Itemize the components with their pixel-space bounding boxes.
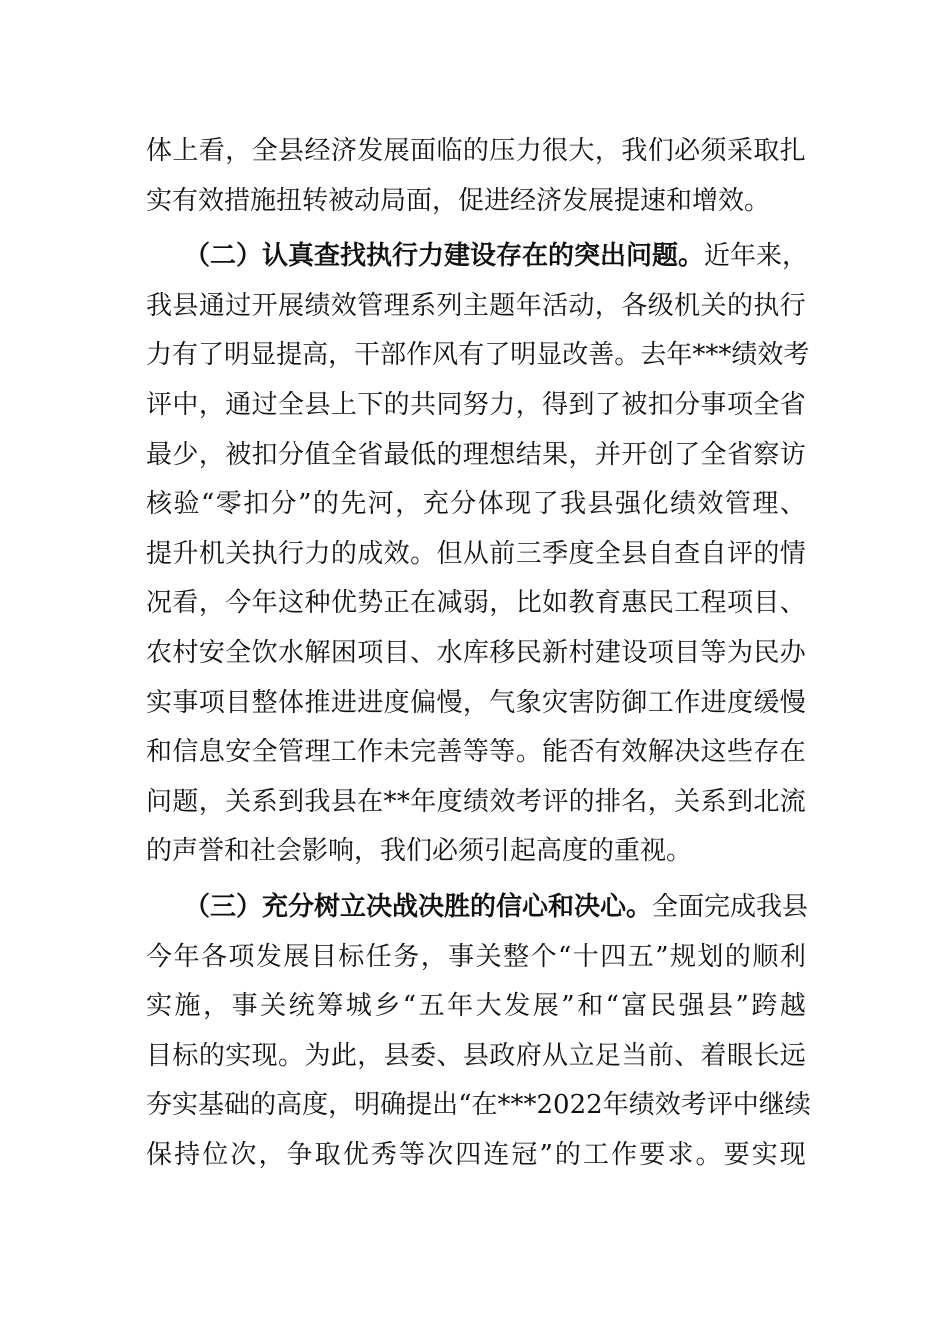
text-line: 评 中 ， 通 过 全 县 上 下 的 共 同 努 力 ， 得 到 了 被 扣 分 事 项 全 省	[146, 389, 806, 420]
text-line: 我 县 通 过 开 展 绩 效 管 理 系 列 主 题 年 活 动 ， 各 级 机 关 的 执 行	[146, 290, 806, 321]
text-line: 体 上 看 ， 全 县 经 济 发 展 面 临 的 压 力 很 大 ， 我 们 必 须 采 取 扎	[146, 136, 806, 166]
text-line: 况 看 ， 今 年 这 种 优 势 正 在 减 弱 ， 比 如 教 育 惠 民 工 程 项 目 、	[146, 588, 806, 619]
section-heading-2: （二）认真查找执行力建设存在的突出问题。	[184, 241, 705, 272]
text-line: 实 事 项 目 整 体 推 进 进 度 偏 慢 ， 气 象 灾 害 防 御 工 作 进 度 缓 慢	[146, 687, 806, 718]
paragraph-2-first-line	[146, 232, 809, 282]
text-line: 的声誉和社会影响，我们必须引起高度的重视。	[146, 836, 693, 867]
text-line: 农 村 安 全 饮 水 解 困 项 目 、 水 库 移 民 新 村 建 设 项 目 等 为 民 办	[146, 637, 806, 668]
text-line: 目 标 的 实 现 。 为 此 ， 县 委 、 县 政 府 从 立 足 当 前 、 着 眼 长 远	[146, 1040, 806, 1071]
text-line: 夯 实 基 础 的 高 度 ， 明 确 提 出 “ 在 * * * 2 0 2 2 年 绩 效 考 评 中 继 续	[146, 1090, 811, 1121]
paragraph-1	[146, 127, 806, 226]
paragraph-3	[146, 883, 811, 1181]
document-page	[146, 127, 811, 1180]
text-line: 力 有 了 明 显 提 高 ， 干 部 作 风 有 了 明 显 改 善 。 去 年 * * * 绩 效 考	[146, 340, 810, 371]
text-line: 和 信 息 安 全 管 理 工 作 未 完 善 等 等 。 能 否 有 效 解 决 这 些 存 在	[146, 737, 806, 768]
text-line: 问 题 ， 关 系 到 我 县 在 * * 年 度 绩 效 考 评 的 排 名 ， 关 系 到 北 流	[146, 786, 806, 817]
text-line: 实有效措施扭转被动局面，促进经济发展提速和增效。	[146, 185, 771, 216]
text-line: 提 升 机 关 执 行 力 的 成 效 。 但 从 前 三 季 度 全 县 自 查 自 评 的 情	[146, 538, 806, 569]
section-heading-3: （三）充分树立决战决胜的信心和决心。	[184, 891, 653, 922]
paragraph-2	[146, 232, 810, 877]
text-line: 今 年 各 项 发 展 目 标 任 务 ， 事 关 整 个 “ 十 四 五 ” 规 划 的 顺 利	[146, 941, 806, 972]
text-line: 实 施 ， 事 关 统 筹 城 乡 “ 五 年 大 发 展 ” 和 “ 富 民 强 县 ” 跨 越	[146, 991, 806, 1022]
text-line: 最 少 ， 被 扣 分 值 全 省 最 低 的 理 想 结 果 ， 并 开 创 了 全 省 察 访	[146, 439, 806, 470]
text-run: 全面完成我县	[652, 891, 809, 922]
text-run: 近年来，	[704, 241, 809, 272]
paragraph-3-first-line	[146, 883, 809, 933]
text-line: 保 持 位 次 ， 争 取 优 秀 等 次 四 连 冠 ” 的 工 作 要 求 。 要 实 现	[146, 1139, 806, 1170]
text-line: 核 验 “ 零 扣 分 ” 的 先 河 ， 充 分 体 现 了 我 县 强 化 绩 效 管 理 、	[146, 489, 806, 520]
